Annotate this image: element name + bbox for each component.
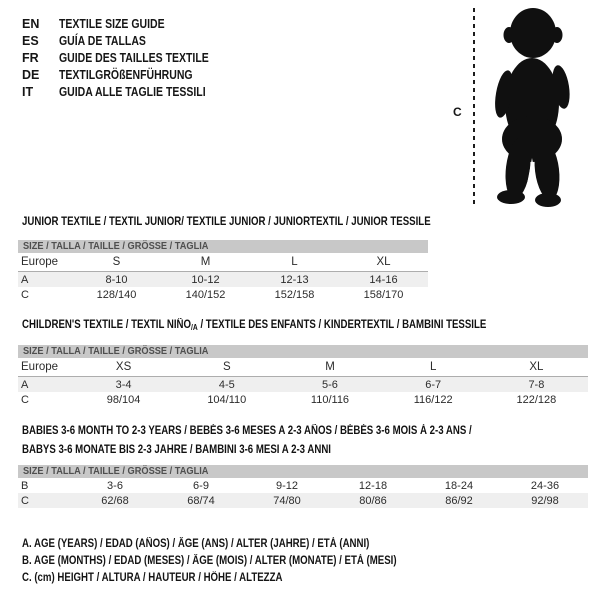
cell: 6-7	[425, 378, 442, 391]
row-label: A	[21, 273, 29, 286]
cell: 14-16	[369, 273, 398, 286]
height-measure-label: C	[453, 105, 462, 119]
cell: 110/116	[310, 393, 350, 406]
column-header: L	[291, 256, 298, 268]
cell: 80/86	[359, 494, 387, 507]
size-header-bar: SIZE / TALLA / TAILLE / GRÖSSE / TAGLIA	[18, 465, 588, 478]
cell: 12-13	[280, 273, 309, 286]
cell: 3-6	[107, 479, 123, 492]
table-header-row	[18, 253, 428, 272]
cell: 158/170	[363, 288, 404, 301]
cell: 3-4	[115, 378, 132, 391]
section-title-babies	[22, 422, 557, 460]
row-label: C	[21, 288, 29, 301]
cell: 7-8	[528, 378, 545, 391]
language-label: TEXTILGRÖßENFÜHRUNG	[59, 67, 193, 82]
language-label: GUÍA DE TALLAS	[59, 33, 146, 48]
cell: 152/158	[274, 288, 315, 301]
cell: 116/122	[413, 393, 453, 406]
children-size-table	[18, 345, 588, 407]
size-header-bar: SIZE / TALLA / TAILLE / GRÖSSE / TAGLIA	[18, 345, 588, 358]
cell: 74/80	[273, 494, 301, 507]
region-label: Europe	[21, 256, 59, 268]
cell: 9-12	[275, 479, 299, 492]
cell: 18-24	[444, 479, 474, 492]
cell: 104/110	[207, 393, 247, 406]
language-label: TEXTILE SIZE GUIDE	[59, 16, 165, 31]
title-line-2: BABYS 3-6 MONATE BIS 2-3 JAHRE / BAMBINI 3-6 MESI A 2-3 ANNI	[22, 444, 331, 456]
section-title-junior: JUNIOR TEXTILE / TEXTIL JUNIOR/ TEXTILE JUNIOR / JUNIORTEXTIL / JUNIOR TESSILE	[22, 216, 431, 228]
column-header: S	[222, 361, 231, 373]
column-header: M	[200, 256, 211, 268]
row-label: A	[21, 378, 29, 391]
row-label: C	[21, 494, 29, 507]
toddler-silhouette	[483, 6, 579, 208]
language-label: GUIDA ALLE TAGLIE TESSILI	[59, 84, 206, 99]
column-header: S	[112, 256, 121, 268]
cell: 92/98	[531, 494, 559, 507]
cell: 68/74	[187, 494, 215, 507]
language-label: GUIDE DES TAILLES TEXTILE	[59, 50, 209, 65]
table-row-age	[18, 377, 588, 392]
cell: 10-12	[191, 273, 220, 286]
language-code: IT	[22, 84, 34, 99]
row-label: C	[21, 393, 29, 406]
cell: 5-6	[322, 378, 338, 391]
cell: 128/140	[96, 288, 137, 301]
title-text: CHILDREN'S TEXTILE / TEXTIL NIÑO	[22, 319, 192, 331]
language-row-fr	[22, 49, 237, 66]
language-code: FR	[22, 50, 39, 65]
title-text: / TEXTILE DES ENFANTS / KINDERTEXTIL / BAMBINI TESSILE	[197, 319, 487, 331]
language-row-it	[22, 83, 237, 100]
cell: 4-5	[218, 378, 235, 391]
cell: 62/68	[101, 494, 129, 507]
table-row-age	[18, 272, 428, 287]
language-code: ES	[22, 33, 39, 48]
note-a: A. AGE (YEARS) / EDAD (AÑOS) / ÂGE (ANS) / ALTER (JAHRE) / ETÀ (ANNI)	[22, 538, 370, 550]
legend-notes	[22, 536, 468, 587]
cell: 24-36	[530, 479, 560, 492]
row-label: B	[21, 479, 29, 492]
language-code: EN	[22, 16, 40, 31]
height-measure-line	[473, 8, 475, 206]
cell: 6-9	[193, 479, 209, 492]
column-header: XL	[529, 361, 544, 373]
column-header: XL	[376, 256, 391, 268]
section-title-children	[22, 319, 575, 334]
table-row-months	[18, 478, 588, 493]
table-row-height	[18, 392, 588, 407]
cell: 122/128	[516, 393, 557, 406]
table-row-height	[18, 493, 588, 508]
column-header: M	[325, 361, 335, 373]
junior-size-table	[18, 240, 428, 302]
cell: 140/152	[185, 288, 226, 301]
language-row-de	[22, 66, 237, 83]
cell: 86/92	[445, 494, 473, 507]
size-header-bar: SIZE / TALLA / TAILLE / GRÖSSE / TAGLIA	[18, 240, 428, 253]
title-line-1: BABIES 3-6 MONTH TO 2-3 YEARS / BEBÉS 3-6 MESES A 2-3 AÑOS / BÉBÉS 3-6 MOIS À 2-3 ANS /	[22, 425, 472, 437]
table-header-row	[18, 358, 588, 377]
table-row-height	[18, 287, 428, 302]
language-header	[22, 15, 237, 100]
column-header: XS	[115, 361, 132, 373]
cell: 8-10	[105, 273, 128, 286]
babies-size-table	[18, 465, 588, 508]
cell: 12-18	[358, 479, 388, 492]
note-c: C. (cm) HEIGHT / ALTURA / HAUTEUR / HÖHE / ALTEZZA	[22, 572, 283, 584]
language-row-es	[22, 32, 237, 49]
language-row-en	[22, 15, 237, 32]
note-b: B. AGE (MONTHS) / EDAD (MESES) / ÂGE (MOIS) / ALTER (MONATE) / ETÀ (MESI)	[22, 555, 397, 567]
language-code: DE	[22, 67, 40, 82]
cell: 98/104	[106, 393, 141, 406]
title-subscript: /A	[191, 323, 198, 332]
region-label: Europe	[21, 361, 59, 373]
column-header: L	[429, 361, 437, 373]
